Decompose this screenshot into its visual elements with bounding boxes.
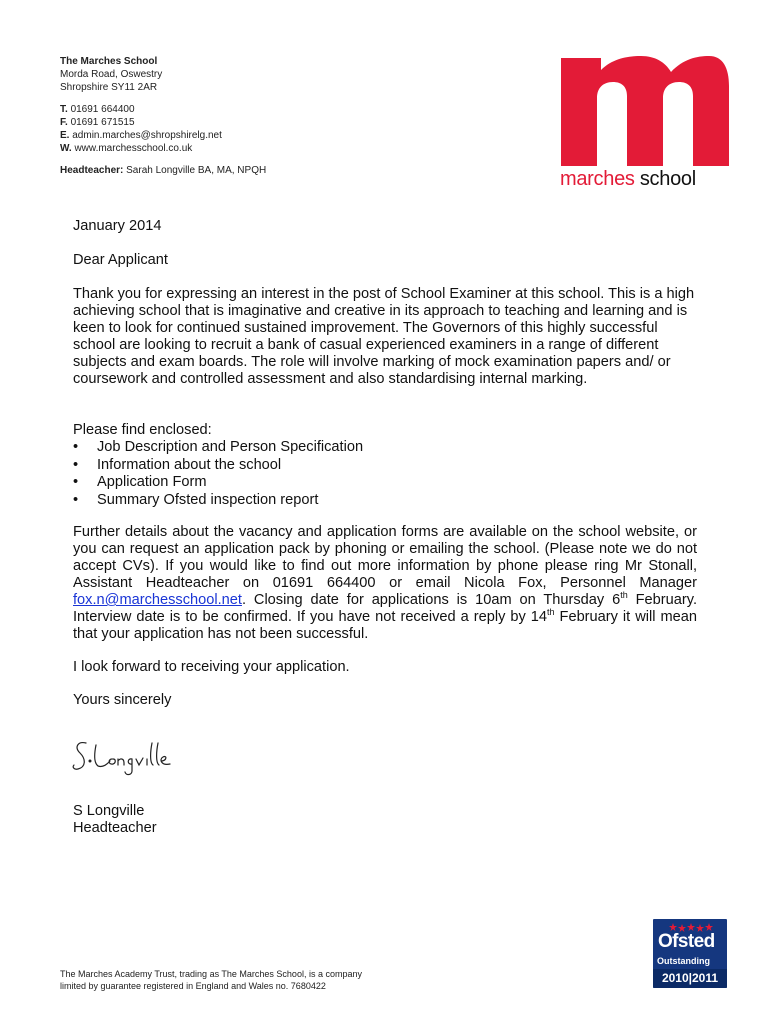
- enclosed-intro: Please find enclosed:: [73, 422, 212, 438]
- logo-word-school: school: [639, 168, 696, 190]
- footer-line-1: The Marches Academy Trust, trading as The Marches School, is a company: [60, 969, 362, 979]
- list-item: • Information about the school: [73, 457, 363, 475]
- website[interactable]: W. www.marchesschool.co.uk: [60, 143, 193, 154]
- list-item: • Summary Ofsted inspection report: [73, 492, 363, 510]
- paragraph-intro: Thank you for expressing an interest in the post of School Examiner at this school. This is a high achieving school that is imaginative and creative in its approach to teaching and learning and is keen to look for continued sustained improvement. The Governors of this highly successful school are looking to recruit a bank of casual experienced examiners in a range of different subjects and exam boards. The role will involve marking of mock examination papers and/ or coursework and controlled assessment and also standardising internal marking.: [73, 286, 695, 387]
- signer-name: S Longville: [73, 803, 145, 819]
- ofsted-rating: Outstanding: [657, 956, 710, 966]
- list-item: • Job Description and Person Specification: [73, 439, 363, 457]
- fax: F. 01691 671515: [60, 117, 135, 128]
- ofsted-badge: [653, 919, 727, 988]
- paragraph-details: Further details about the vacancy and application forms are available on the school website, or you can request an application pack by phoning or emailing the school. (Please note we do not accept CVs). If you would like to find out more information by phone please ring Mr Stonall, Assistant Headteacher on 01691 664400 or email Nicola Fox, Personnel Manager fox.n@marchesschool.net. Closing date for applications is 10am on Thursday 6th February. Interview date is to be confirmed. If you have not received a reply by 14th February it will mean that your application has not been successful.: [73, 524, 697, 642]
- address-line-1: Morda Road, Oswestry: [60, 69, 163, 80]
- signer-role: Headteacher: [73, 820, 157, 836]
- ofsted-years: 2010|2011: [653, 969, 727, 988]
- logo-word-marches: marches: [560, 168, 635, 190]
- email[interactable]: E. admin.marches@shropshirelg.net: [60, 130, 222, 141]
- marches-m-logo-icon: [561, 56, 729, 166]
- closing-line: I look forward to receiving your application.: [73, 659, 350, 675]
- list-item: • Application Form: [73, 474, 363, 492]
- logo-wordmark: [560, 168, 696, 191]
- school-name: The Marches School: [60, 56, 158, 67]
- footer-legal: [60, 968, 400, 992]
- headteacher-line: Headteacher: Sarah Longville BA, MA, NPQH: [60, 165, 267, 176]
- signature-image: [70, 735, 180, 780]
- letterhead-address: [60, 55, 266, 177]
- address-line-2: Shropshire SY11 2AR: [60, 82, 158, 93]
- letter-date: January 2014: [73, 218, 162, 234]
- telephone: T. 01691 664400: [60, 104, 135, 115]
- enclosed-list: [73, 439, 363, 509]
- salutation: Dear Applicant: [73, 252, 168, 268]
- sign-off: Yours sincerely: [73, 692, 172, 708]
- ofsted-title: Ofsted: [658, 931, 715, 952]
- footer-line-2: limited by guarantee registered in England and Wales no. 7680422: [60, 981, 326, 991]
- contact-email-link[interactable]: fox.n@marchesschool.net: [73, 592, 242, 608]
